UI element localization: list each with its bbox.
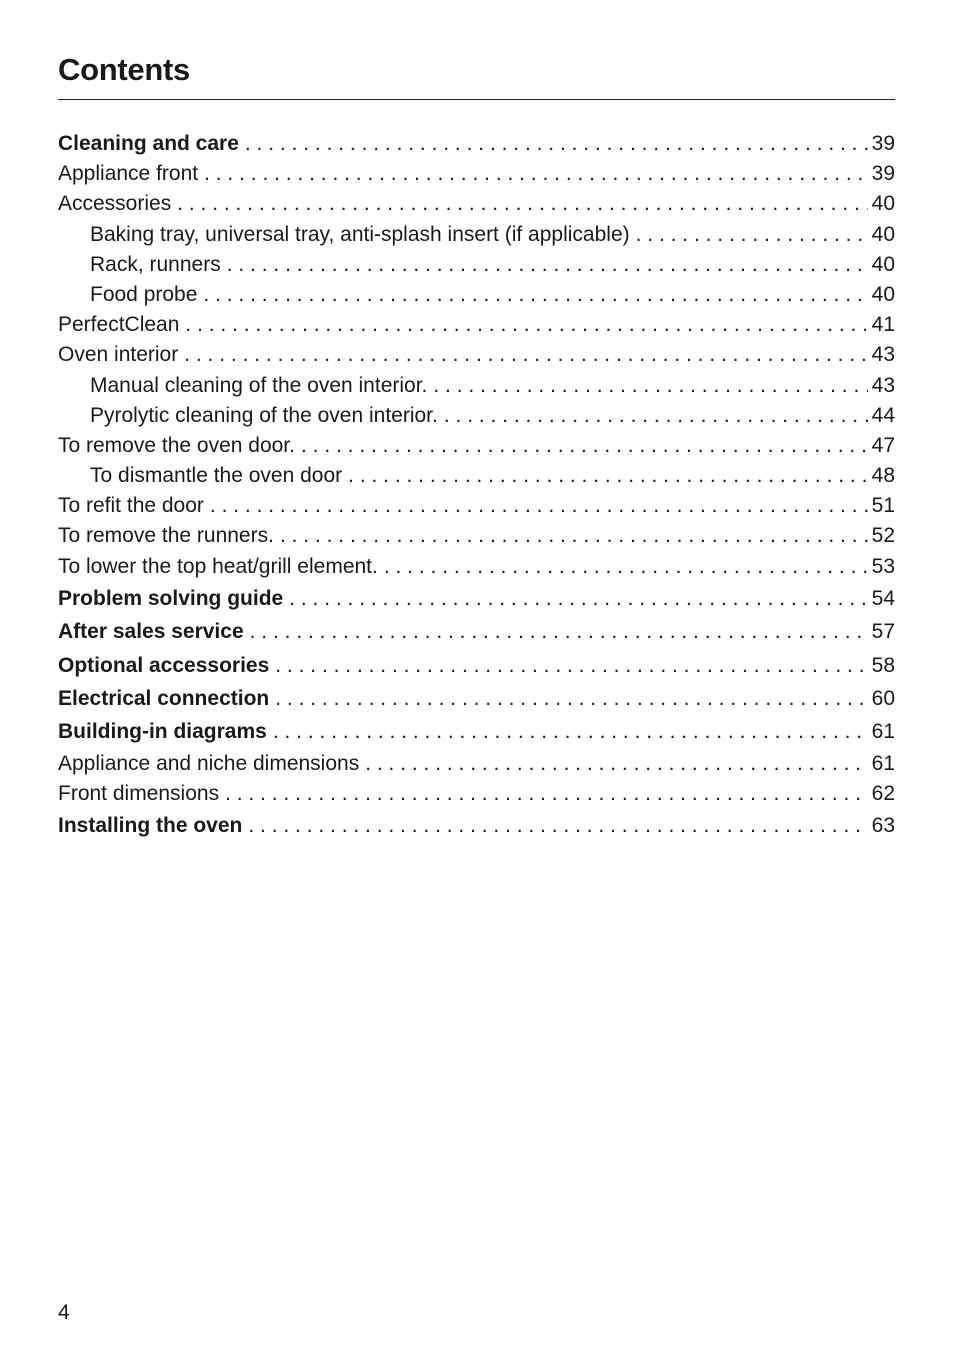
toc-entry-label: Problem solving guide [58, 586, 284, 610]
toc-dot-leader [384, 552, 868, 582]
toc-dot-leader [250, 615, 868, 648]
toc-entry-label: To remove the oven door. [58, 433, 295, 457]
toc-dot-leader [184, 340, 867, 370]
toc-entry[interactable] [58, 431, 895, 461]
toc-dot-leader [275, 682, 867, 715]
toc-entry[interactable] [58, 371, 895, 401]
toc-dot-leader [204, 159, 868, 189]
toc-entry-label: Cleaning and care [58, 132, 239, 155]
toc-entry-page-number: 58 [871, 653, 895, 677]
toc-entry-page-number: 61 [871, 720, 895, 744]
toc-entry-page-number: 54 [871, 586, 895, 610]
toc-entry[interactable] [58, 401, 895, 431]
toc-entry[interactable] [58, 159, 895, 189]
toc-entry-label: To refit the door [58, 494, 204, 518]
toc-dot-leader [225, 779, 868, 809]
toc-entry[interactable] [58, 280, 895, 310]
toc-entry[interactable] [58, 129, 895, 159]
toc-dot-leader [177, 189, 867, 219]
toc-dot-leader [365, 749, 867, 779]
toc-dot-leader [273, 715, 868, 748]
toc-entry[interactable] [58, 615, 895, 648]
toc-entry-page-number: 39 [871, 132, 895, 155]
toc-entry[interactable] [58, 582, 895, 615]
toc-entry-page-number: 48 [871, 464, 895, 488]
toc-dot-leader [248, 809, 867, 842]
toc-entry[interactable] [58, 310, 895, 340]
toc-dot-leader [444, 401, 868, 431]
toc-entry[interactable] [58, 340, 895, 370]
toc-dot-leader [275, 649, 867, 682]
toc-dot-leader [289, 582, 867, 615]
toc-entry-label: Electrical connection [58, 686, 270, 710]
toc-entry-page-number: 62 [871, 781, 895, 805]
toc-entry-page-number: 57 [871, 620, 895, 644]
toc-entry[interactable] [58, 521, 895, 551]
toc-entry-label: Food probe [90, 282, 198, 306]
toc-dot-leader [636, 220, 868, 250]
toc-entry-page-number: 40 [871, 282, 895, 306]
toc-entry[interactable] [58, 491, 895, 521]
toc-dot-leader [280, 521, 868, 551]
toc-dot-leader [348, 461, 867, 491]
toc-dot-leader [433, 371, 867, 401]
toc-entry-page-number: 60 [871, 686, 895, 710]
toc-dot-leader [210, 491, 868, 521]
toc-entry-label: Manual cleaning of the oven interior. [90, 373, 428, 397]
page-number: 4 [58, 1301, 70, 1324]
toc-entry-label: Pyrolytic cleaning of the oven interior. [90, 403, 438, 427]
toc-entry[interactable] [58, 779, 895, 809]
toc-entry-label: To dismantle the oven door [90, 464, 343, 488]
toc-dot-leader [301, 431, 868, 461]
toc-entry-page-number: 39 [871, 162, 895, 186]
toc-entry-label: Optional accessories [58, 653, 270, 677]
toc-entry-label: Building-in diagrams [58, 720, 267, 744]
toc-entry-label: PerfectClean [58, 313, 180, 337]
toc-entry-label: Front dimensions [58, 781, 220, 805]
page-title: Contents [58, 52, 190, 87]
toc-entry[interactable] [58, 220, 895, 250]
toc-entry-label: Accessories [58, 192, 172, 216]
toc-entry[interactable] [58, 189, 895, 219]
title-divider [58, 99, 895, 100]
toc-dot-leader [185, 310, 867, 340]
toc-entry-label: Installing the oven [58, 814, 243, 838]
toc-entry-page-number: 51 [871, 494, 895, 518]
toc-entry-label: To remove the runners. [58, 524, 274, 548]
toc-entry-page-number: 61 [871, 751, 895, 775]
toc-entry-label: Oven interior [58, 343, 179, 367]
toc-entry-page-number: 40 [871, 252, 895, 276]
toc-entry[interactable] [58, 552, 895, 582]
toc-entry-page-number: 41 [871, 313, 895, 337]
toc-entry-label: To lower the top heat/grill element. [58, 554, 378, 578]
toc-dot-leader [203, 280, 867, 310]
toc-entry[interactable] [58, 682, 895, 715]
toc-entry-page-number: 44 [871, 403, 895, 427]
toc-entry[interactable] [58, 461, 895, 491]
toc-entry-page-number: 53 [871, 554, 895, 578]
toc-entry-label: Appliance front [58, 162, 199, 186]
toc-dot-leader [245, 129, 868, 159]
toc-entry-page-number: 40 [871, 222, 895, 246]
toc-entry[interactable] [58, 715, 895, 748]
toc-entry-label: Baking tray, universal tray, anti-splash insert (if applicable) [90, 222, 630, 246]
toc-entry[interactable] [58, 749, 895, 779]
toc-entry-page-number: 43 [871, 373, 895, 397]
toc-dot-leader [227, 250, 868, 280]
table-of-contents [58, 129, 895, 843]
toc-entry-label: After sales service [58, 620, 244, 644]
toc-entry-page-number: 47 [871, 433, 895, 457]
toc-entry[interactable] [58, 649, 895, 682]
toc-entry[interactable] [58, 250, 895, 280]
toc-entry-label: Appliance and niche dimensions [58, 751, 360, 775]
toc-entry-page-number: 63 [871, 814, 895, 838]
toc-entry[interactable] [58, 809, 895, 842]
toc-entry-label: Rack, runners [90, 252, 221, 276]
toc-entry-page-number: 52 [871, 524, 895, 548]
toc-entry-page-number: 40 [871, 192, 895, 216]
toc-entry-page-number: 43 [871, 343, 895, 367]
